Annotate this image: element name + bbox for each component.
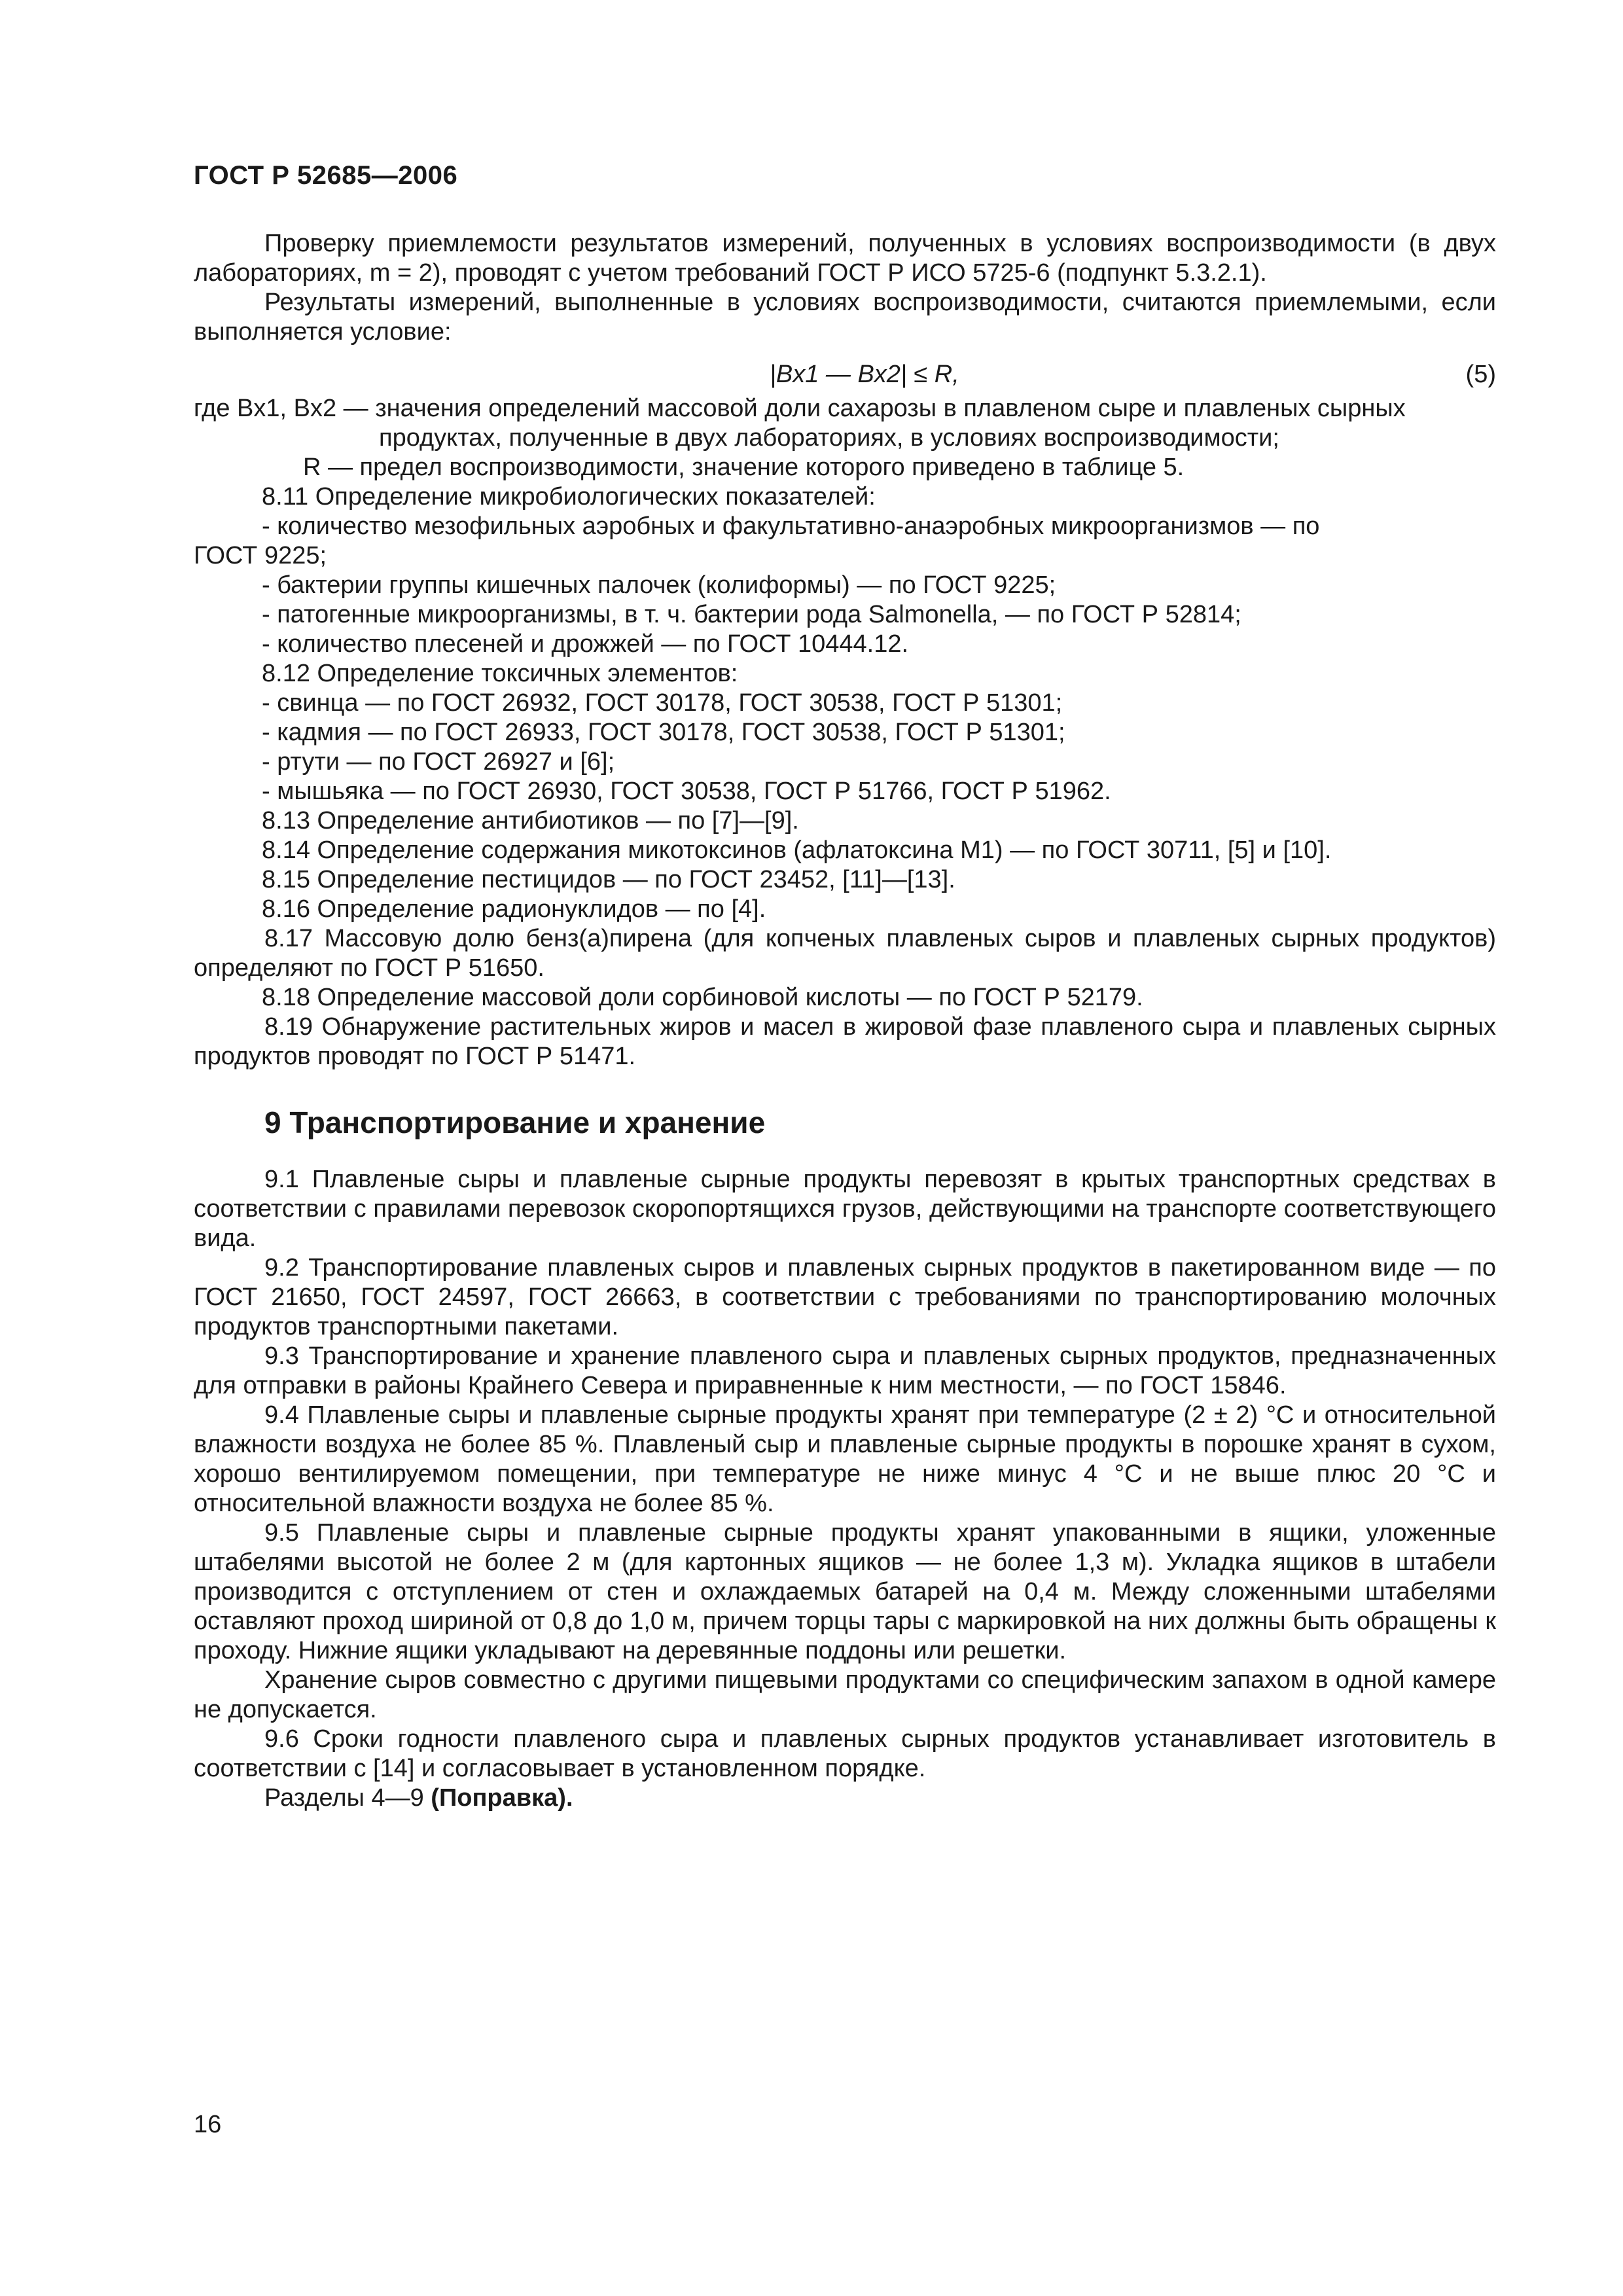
list-item: - мышьяка — по ГОСТ 26930, ГОСТ 30538, ГОСТ Р 51766, ГОСТ Р 51962. bbox=[262, 778, 1111, 805]
list-item: - количество мезофильных аэробных и факультативно-анаэробных микроорганизмов — по bbox=[262, 512, 1320, 540]
legend-line-r: R — предел воспроизводимости, значение которого приведено в таблице 5. bbox=[303, 454, 1185, 481]
clause-9-5: 9.5 Плавленые сыры и плавленые сырные продукты хранят упакованными в ящики, уложенные штабелями высотой не более 2 м (для картонных ящиков — не более 1,3 м). Укладка ящиков в штабели производится с отступлением от стен и охлаждаемых батарей на 0,4 м. Между сложенными штабелями оставляют проход шириной от 0,8 до 1,0 м, причем торцы тары с маркировкой на них должны быть обращены к проходу. Нижние ящики укладывают на деревянные поддоны или решетки. bbox=[194, 1519, 1496, 1664]
section-heading: 9 Транспортирование и хранение bbox=[264, 1105, 766, 1139]
amendment-lead: Разделы 4—9 bbox=[264, 1784, 424, 1812]
clause-9-2: 9.2 Транспортирование плавленых сыров и плавленых сырных продуктов в пакетированном виде — по ГОСТ 21650, ГОСТ 24597, ГОСТ 26663, в соответствии с требованиями по транспортированию молочных продуктов транспортными пакетами. bbox=[194, 1254, 1496, 1340]
list-item: - ртути — по ГОСТ 26927 и [6]; bbox=[262, 748, 615, 776]
clause-9-3: 9.3 Транспортирование и хранение плавленого сыра и плавленых сырных продуктов, предназначенных для отправки в районы Крайнего Севера и приравненные к ним местности, — по ГОСТ 15846. bbox=[194, 1342, 1496, 1399]
list-item: - количество плесеней и дрожжей — по ГОСТ 10444.12. bbox=[262, 630, 909, 658]
clause-8-19: 8.19 Обнаружение растительных жиров и масел в жировой фазе плавленого сыра и плавленых сырных продуктов проводят по ГОСТ Р 51471. bbox=[194, 1013, 1496, 1070]
paragraph: Результаты измерений, выполненные в условиях воспроизводимости, считаются приемлемыми, если выполняется условие: bbox=[194, 289, 1496, 346]
legend-text: значения определений массовой доли сахарозы в плавленом сыре и плавленых сырных bbox=[375, 395, 1406, 422]
document-body bbox=[194, 229, 1496, 1813]
amendment-label: (Поправка). bbox=[431, 1784, 573, 1812]
clause-8-14: 8.14 Определение содержания микотоксинов (афлатоксина M1) — по ГОСТ 30711, [5] и [10]. bbox=[262, 836, 1332, 864]
formula-number: (5) bbox=[1465, 361, 1496, 388]
amendment-note bbox=[194, 1784, 1496, 1813]
paragraph: Хранение сыров совместно с другими пищевыми продуктами со специфическим запахом в одной камере не допускается. bbox=[194, 1666, 1496, 1723]
clause-8-16: 8.16 Определение радионуклидов — по [4]. bbox=[262, 895, 766, 923]
formula-legend bbox=[194, 394, 1496, 482]
page-number: 16 bbox=[194, 2111, 222, 2138]
clause-8-11: 8.11 Определение микробиологических показателей: bbox=[262, 483, 876, 511]
clause-9-6: 9.6 Сроки годности плавленого сыра и плавленых сырных продуктов устанавливает изготовитель в соответствии с [14] и согласовывает в установленном порядке. bbox=[194, 1725, 1496, 1782]
document-header: ГОСТ Р 52685—2006 bbox=[194, 161, 458, 190]
clause-9-1: 9.1 Плавленые сыры и плавленые сырные продукты перевозят в крытых транспортных средствах в соответствии с правилами перевозок скоропортящихся грузов, действующими на транспорте соответствующего вида. bbox=[194, 1166, 1496, 1252]
clause-8-13: 8.13 Определение антибиотиков — по [7]—[9]. bbox=[262, 807, 799, 834]
list-item-continuation: ГОСТ 9225; bbox=[194, 542, 327, 569]
clause-8-17: 8.17 Массовую долю бенз(а)пирена (для копченых плавленых сыров и плавленых сырных продуктов) определяют по ГОСТ Р 51650. bbox=[194, 925, 1496, 982]
legend-line: продуктах, полученные в двух лабораториях, в условиях воспроизводимости; bbox=[379, 424, 1279, 452]
legend-lead: где Bx1, Bx2 — bbox=[194, 395, 368, 422]
list-item: - патогенные микроорганизмы, в т. ч. бактерии рода Salmonella, — по ГОСТ Р 52814; bbox=[262, 601, 1241, 628]
legend-line bbox=[194, 394, 1496, 423]
list-item: - свинца — по ГОСТ 26932, ГОСТ 30178, ГОСТ 30538, ГОСТ Р 51301; bbox=[262, 689, 1063, 717]
formula-5 bbox=[194, 356, 1496, 394]
list-item: - кадмия — по ГОСТ 26933, ГОСТ 30178, ГОСТ 30538, ГОСТ Р 51301; bbox=[262, 719, 1065, 746]
formula-expression: |Bx1 — Bx2| ≤ R, bbox=[770, 361, 959, 388]
list-item: - бактерии группы кишечных палочек (колиформы) — по ГОСТ 9225; bbox=[262, 571, 1056, 599]
clause-8-18: 8.18 Определение массовой доли сорбиновой кислоты — по ГОСТ Р 52179. bbox=[262, 984, 1143, 1011]
paragraph: Проверку приемлемости результатов измерений, полученных в условиях воспроизводимости (в двух лабораториях, m = 2), проводят с учетом требований ГОСТ Р ИСО 5725-6 (подпункт 5.3.2.1). bbox=[194, 230, 1496, 287]
clause-9-4: 9.4 Плавленые сыры и плавленые сырные продукты хранят при температуре (2 ± 2) °С и относительной влажности воздуха не более 85 %. Плавленый сыр и плавленые сырные продукты в порошке хранят в сухом, хорошо вентилируемом помещении, при температуре не ниже минус 4 °С и не выше плюс 20 °С и относительной влажности воздуха не более 85 %. bbox=[194, 1401, 1496, 1517]
clause-8-12: 8.12 Определение токсичных элементов: bbox=[262, 660, 738, 687]
clause-8-15: 8.15 Определение пестицидов — по ГОСТ 23452, [11]—[13]. bbox=[262, 866, 955, 893]
